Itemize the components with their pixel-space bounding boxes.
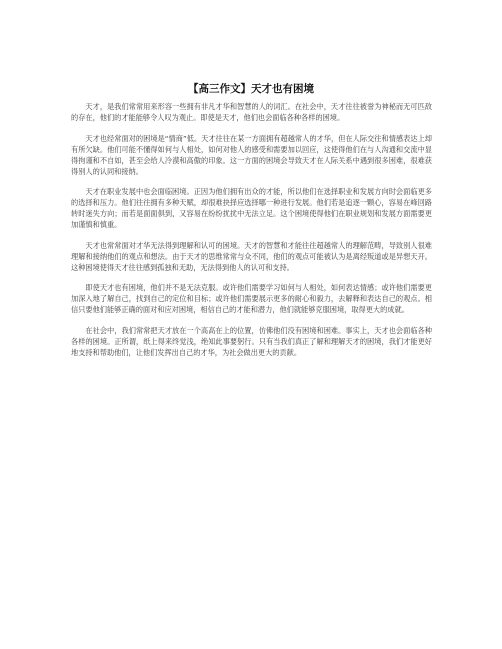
paragraph-2: 天才也经常面对的困境是“情商”低。天才往往在某一方面拥有超越常人的才华，但在人际交往和情感表达上却有所欠缺。他们可能不懂得如何与人相处，如何对他人的感受和需要加以回应，这使得他们在与人沟通和交流中显得拘谨和不自如，甚至会给人冷漠和高傲的印象。这一方面的困境会导致天才在人际关系中遇到很多困难，很难获得别人的认同和接纳。: [71, 133, 432, 176]
paragraph-6: 在社会中，我们常常把天才放在一个高高在上的位置，仿佛他们没有困境和困难。事实上，天才也会面临各种各样的困境。正所谓，纸上得来终觉浅，绝知此事要躬行。只有当我们真正了解和理解天才的困境，我们才能更好地支持和帮助他们，让他们发挥出自己的才华，为社会做出更大的贡献。: [71, 325, 432, 357]
paragraph-5: 即使天才也有困境，他们并不是无法克服。或许他们需要学习如何与人相处，如何表达情感；或许他们需要更加深入地了解自己，找到自己的定位和目标；或许他们需要展示更多的耐心和毅力，去解释和表达自己的观点。相信只要他们能够正确的面对和应对困境，相信自己的才能和潜力，他们就能够克服困境，取得更大的成就。: [71, 283, 432, 314]
article-body: [71, 101, 432, 367]
document-title: 【高三作文】天才也有困境: [188, 83, 314, 95]
paragraph-1: 天才，是我们常常用来形容一些拥有非凡才华和智慧的人的词汇。在社会中，天才往往被誉为神秘而无可匹敌的存在，他们的才能能够令人叹为观止。即使是天才，他们也会面临各种各样的困境。: [71, 102, 432, 122]
paragraph-3: 天才在职业发展中也会面临困境。正因为他们拥有出众的才能，所以他们在选择职业和发展方向时会面临更多的选择和压力。他们往往拥有多种天赋，却很难抉择应选择哪一种进行发展。他们若是追逐一颗心，容易在峰回路转时迷失方向；而若是面面俱到，又容易在纷纷扰扰中无法立足。这个困境使得他们在职业规划和发展方面需要更加谨慎和慎重。: [71, 187, 432, 229]
paragraph-4: 天才也常常面对才华无法得到理解和认可的困境。天才的智慧和才能往往超越常人的理解范畴，导致别人很难理解和接纳他们的观点和想法。由于天才的思维常常与众不同，他们的观点可能被认为是离经叛道或是异想天开。这种困境使得天才往往感到孤独和无助，无法得到他人的认可和支持。: [71, 240, 432, 272]
